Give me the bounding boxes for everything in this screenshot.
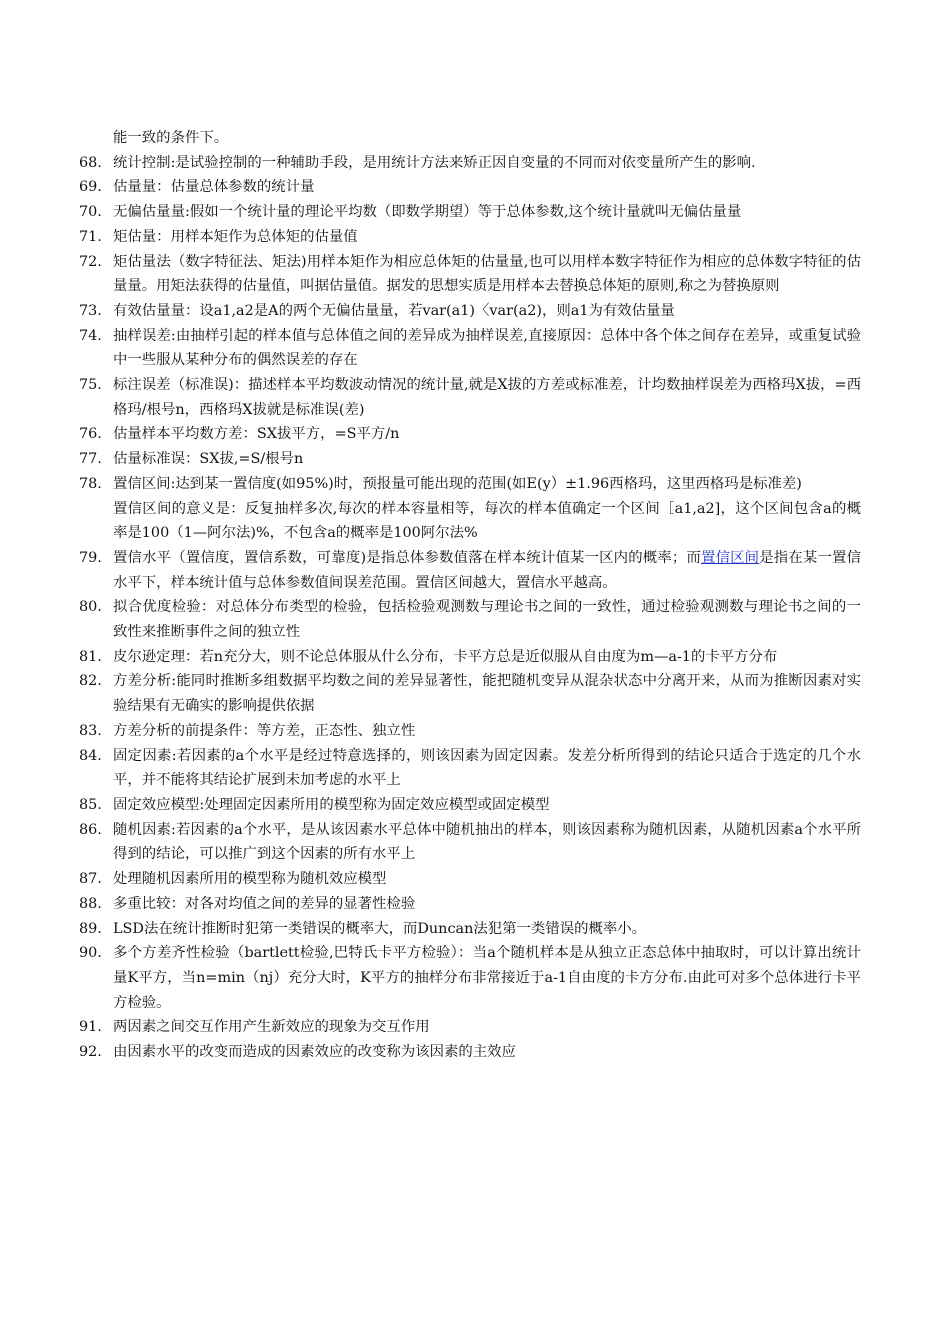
item-number: 91.: [79, 1019, 102, 1036]
item-number: 74.: [79, 327, 102, 344]
list-item: [79, 299, 861, 324]
item-text: 矩估量：用样本矩作为总体矩的估量值: [113, 228, 358, 245]
list-item: [79, 1040, 861, 1065]
list-item: [79, 669, 861, 718]
item-text: 方差分析:能同时推断多组数据平均数之间的差异显著性，能把随机变异从混杂状态中分离开来，从而为推断因素对实验结果有无确实的影响提供依据: [113, 673, 861, 715]
list-item: [79, 472, 861, 497]
item-number: 76.: [79, 426, 102, 443]
item-text: 皮尔逊定理：若n充分大，则不论总体服从什么分布，卡平方总是近似服从自由度为m—a-1的卡平方分布: [113, 648, 778, 665]
list-item: [79, 793, 861, 818]
list-item: [79, 200, 861, 225]
list-item: [79, 175, 861, 200]
item-number: 69.: [79, 179, 102, 196]
item-number: 75.: [79, 377, 102, 394]
list-item: [79, 151, 861, 176]
item-text: 方差分析的前提条件：等方差，正态性、独立性: [113, 722, 416, 739]
item-text: 是指在某一置信水平下，样本统计值与总体参数值间误差范围。置信区间越大，置信水平越高。: [113, 549, 861, 591]
list-item: [79, 719, 861, 744]
list-item: [79, 1015, 861, 1040]
list-item: [79, 595, 861, 644]
list-item: [79, 867, 861, 892]
item-text: 置信区间:达到某一置信度(如95%)时，预报量可能出现的范围(如E(y）±1.96西格玛，这里西格玛是标准差): [113, 475, 802, 492]
list-item: [79, 324, 861, 373]
item-number: 89.: [79, 920, 102, 937]
item-text: 随机因素:若因素的a个水平，是从该因素水平总体中随机抽出的样本，则该因素称为随机因素，从随机因素a个水平所得到的结论，可以推广到这个因素的所有水平上: [113, 821, 861, 863]
list-item: [79, 744, 861, 793]
item-text: 置信水平（置信度，置信系数，可靠度)是指总体参数值落在样本统计值某一区内的概率；而: [113, 549, 702, 566]
item-number: 79.: [79, 549, 102, 566]
item-number: 85.: [79, 796, 102, 813]
item-text: 估量量：估量总体参数的统计量: [113, 179, 315, 196]
document-page: [0, 126, 950, 1065]
list-item-paragraph: [113, 497, 861, 546]
list-item: [79, 546, 861, 595]
list-item: [79, 818, 861, 867]
item-text: 由因素水平的改变而造成的因素效应的改变称为该因素的主效应: [113, 1044, 516, 1061]
item-number: 88.: [79, 895, 102, 912]
item-number: 90.: [79, 945, 102, 962]
item-text: 无偏估量量:假如一个统计量的理论平均数（即数学期望）等于总体参数,这个统计量就叫无偏估量量: [113, 204, 742, 221]
item-text: 拟合优度检验：对总体分布类型的检验，包括检验观测数与理论书之间的一致性，通过检验观测数与理论书之间的一致性来推断事件之间的独立性: [113, 599, 861, 641]
item-text: 有效估量量：设a1,a2是A的两个无偏估量量，若var(a1)〈var(a2)，则a1为有效估量量: [113, 302, 675, 319]
item-text: 抽样误差:由抽样引起的样本值与总体值之间的差异成为抽样误差,直接原因：总体中各个体之间存在差异，或重复试验中一些服从某种分布的偶然误差的存在: [113, 327, 861, 369]
item-number: 73.: [79, 302, 102, 319]
list-item: [79, 373, 861, 422]
list-item: [79, 422, 861, 447]
item-number: 70.: [79, 204, 102, 221]
list-item: [79, 917, 861, 942]
item-number: 68.: [79, 154, 102, 171]
item-text: 标注误差（标准误)：描述样本平均数波动情况的统计量,就是X拔的方差或标准差，计均数抽样误差为西格玛X拔，=西格玛/根号n，西格玛X拔就是标准误(差): [113, 377, 861, 418]
list-item: [79, 447, 861, 472]
item-text: 固定因素:若因素的a个水平是经过特意选择的，则该因素为固定因素。发差分析所得到的结论只适合于选定的几个水平，并不能将其结论扩展到未加考虑的水平上: [113, 747, 861, 789]
item-text: 多重比较：对各对均值之间的差异的显著性检验: [113, 895, 416, 912]
item-text: 多个方差齐性检验（bartlett检验,巴特氏卡平方检验）：当a个随机样本是从独立正态总体中抽取时，可以计算出统计量K平方，当n=min（nj）充分大时，K平方的抽样分布非常接近于a-1自由度的卡方分布.由此可对多个总体进行卡平方检验。: [113, 945, 861, 1011]
item-number: 71.: [79, 228, 102, 245]
item-text: 置信区间的意义是：反复抽样多次,每次的样本容量相等，每次的样本值确定一个区间［a1,a2]，这个区间包含a的概率是100（1—阿尔法)%，不包含a的概率是100阿尔法%: [113, 500, 861, 542]
item-text: 固定效应模型:处理固定因素所用的模型称为固定效应模型或固定模型: [113, 796, 550, 813]
item-text: 处理随机因素所用的模型称为随机效应模型: [113, 871, 387, 888]
item-number: 78.: [79, 475, 102, 492]
item-text: LSD法在统计推断时犯第一类错误的概率大，而Duncan法犯第一类错误的概率小。: [113, 920, 647, 937]
item-number: 87.: [79, 871, 102, 888]
item-number: 92.: [79, 1044, 102, 1061]
confidence-interval-link[interactable]: 置信区间: [701, 549, 760, 566]
list-item: [79, 645, 861, 670]
list-item: [79, 941, 861, 1015]
item-text: 两因素之间交互作用产生新效应的现象为交互作用: [113, 1019, 430, 1036]
item-number: 77.: [79, 451, 102, 468]
item-number: 83.: [79, 722, 102, 739]
list-item: [79, 892, 861, 917]
item-text: 统计控制:是试验控制的一种辅助手段，是用统计方法来矫正因自变量的不同而对依变量所产生的影响.: [113, 154, 756, 171]
item-text: 估量标准误：SX拔,=S/根号n: [113, 451, 304, 468]
item-text: 估量样本平均数方差：SX拔平方，=S平方/n: [113, 426, 400, 443]
item-text: 能一致的条件下。: [113, 130, 229, 146]
list-item: [79, 250, 861, 299]
item-number: 82.: [79, 673, 102, 690]
item-number: 72.: [79, 253, 102, 270]
list-item-continuation: [113, 126, 861, 151]
item-number: 84.: [79, 747, 102, 764]
item-number: 86.: [79, 821, 102, 838]
list-item: [79, 225, 861, 250]
item-number: 80.: [79, 599, 102, 616]
item-text: 矩估量法（数字特征法、矩法)用样本矩作为相应总体矩的估量量,也可以用样本数字特征作为相应的总体数字特征的估量量。用矩法获得的估量值，叫据估量值。据发的思想实质是用样本去替换总体矩的原则,称之为替换原则: [113, 253, 861, 295]
item-number: 81.: [79, 648, 102, 665]
